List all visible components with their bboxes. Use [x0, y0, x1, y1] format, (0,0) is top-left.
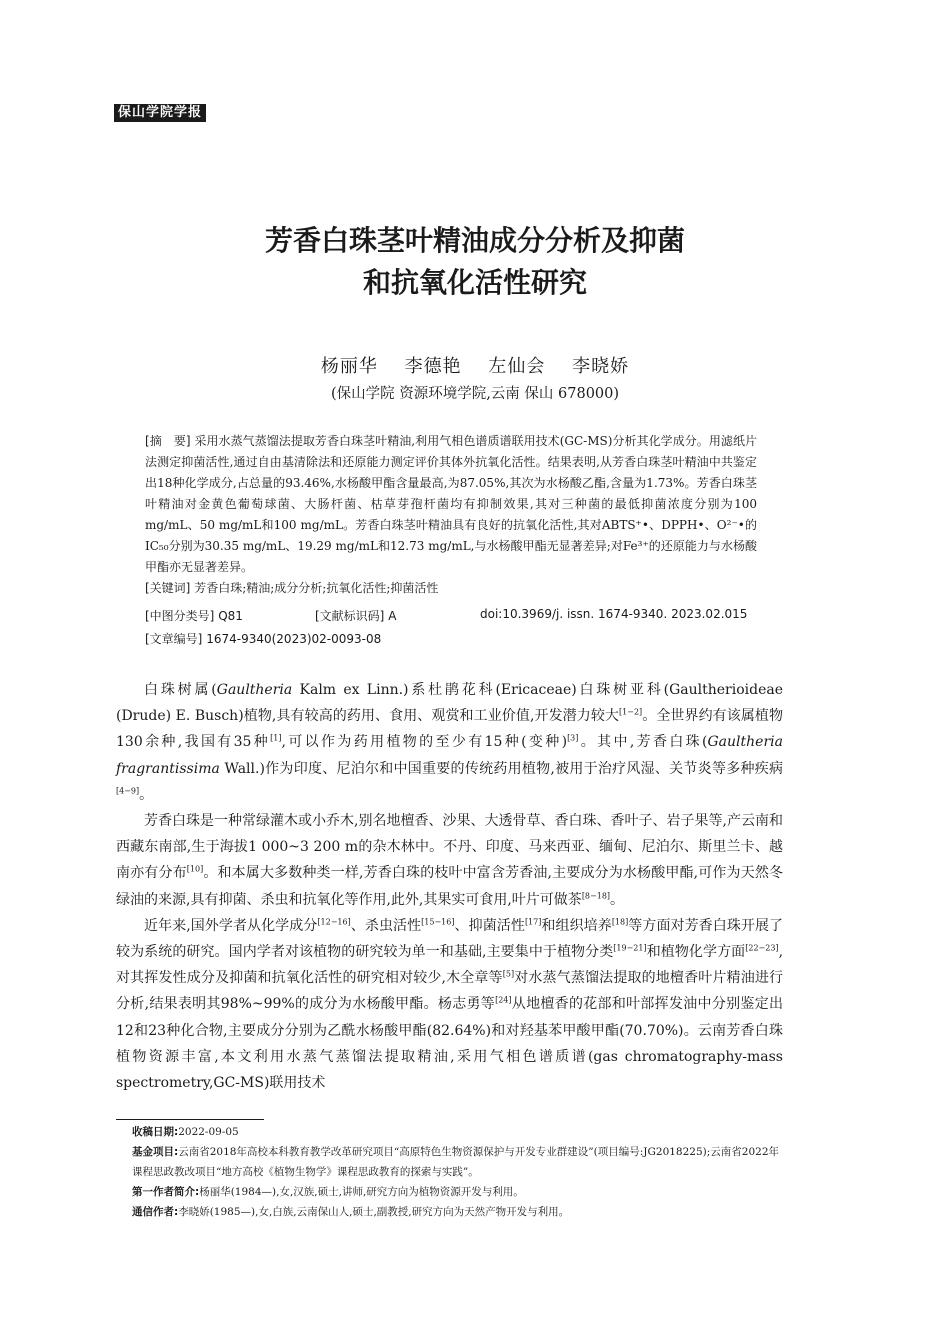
- citation: [8−18]: [581, 890, 611, 900]
- paper-title-line2: 和抗氧化活性研究: [362, 266, 587, 299]
- abstract-label: [摘 要]: [145, 434, 191, 448]
- citation: [4−9]: [116, 786, 140, 796]
- classification: [145, 607, 243, 624]
- author-name: 李晓娇: [572, 356, 630, 377]
- doi: doi:10.3969/j. issn. 1674-9340. 2023.02.015: [480, 607, 748, 621]
- citation: [18]: [611, 917, 629, 927]
- classification-label: [中图分类号]: [145, 609, 215, 623]
- citation: [22−23]: [745, 943, 779, 953]
- citation: [5]: [502, 969, 515, 979]
- journal-logo: 保山学院学报: [114, 104, 206, 122]
- article-number-value: 1674-9340(2023)02-0093-08: [206, 632, 382, 646]
- document-code: [315, 607, 396, 624]
- citation: [10]: [186, 864, 204, 874]
- paper-title-line1: 芳香白珠茎叶精油成分分析及抑菌: [264, 224, 685, 257]
- citation: [15−16]: [421, 917, 455, 927]
- abstract-block: [145, 431, 757, 599]
- citation: [3]: [567, 733, 579, 743]
- keywords-label: [关键词]: [145, 581, 191, 595]
- citation: [24]: [495, 995, 512, 1005]
- body-paragraph-3: 近年来,国外学者从化学成分[12−16]、杀虫活性[15−16]、抑菌活性[17]和组织培养[18]等方面对芳香白珠开展了较为系统的研究。国内学者对该植物的研究较为单一和基础,主要集中于植物分类[19−21]和植物化学方面[22−23],对其挥发性成分及抑菌和抗氧化活性的研究相对较少,木全章等[5]对水蒸气蒸馏法提取的地檀香叶片精油进行分析,结果表明其98%~99%的成分为水杨酸甲酯。杨志勇等[24]从地檀香的花部和叶部挥发油中分别鉴定出12和23种化合物,主要成分分别为乙酰水杨酸甲酯(82.64%)和对羟基苯甲酸甲酯(70.70%)。云南芳香白珠植物资源丰富,本文利用水蒸气蒸馏法提取精油,采用气相色谱质谱(gas chromatography-mass spectrometry,GC-MS)联用技术: [116, 917, 784, 1092]
- author-name: 李德艳: [404, 356, 462, 377]
- keywords-text: 芳香白珠;精油;成分分析;抗氧化活性;抑菌活性: [194, 581, 439, 595]
- footnotes: [132, 1122, 783, 1222]
- document-code-label: [文献标识码]: [315, 609, 385, 623]
- footnote-divider: [116, 1119, 264, 1120]
- article-number-label: [文章编号]: [145, 632, 203, 646]
- author-name: 杨丽华: [320, 356, 378, 377]
- body-paragraph-2: 芳香白珠是一种常绿灌木或小乔木,别名地檀香、沙果、大透骨草、香白珠、香叶子、岩子果等,产云南和西藏东南部,生于海拔1 000~3 200 m的杂木林中。不丹、印度、马来西亚、缅甸、尼泊尔、斯里兰卡、越南亦有分布[10]。和本属大多数种类一样,芳香白珠的枝叶中富含芳香油,主要成分为水杨酸甲酯,可作为天然冬绿油的来源,具有抑菌、杀虫和抗氧化等作用,此外,其果实可食用,叶片可做茶[8−18]。: [116, 813, 784, 908]
- abstract: [145, 431, 757, 578]
- citation: [17]: [524, 917, 542, 927]
- article-number: [145, 630, 381, 647]
- affiliation: (保山学院 资源环境学院,云南 保山 678000): [330, 386, 620, 402]
- citation: [1]: [270, 733, 282, 743]
- citation: [1−2]: [619, 707, 643, 717]
- footnote-corresponding: 通信作者:李晓娇(1985—),女,白族,云南保山人,硕士,副教授,研究方向为天然产物开发与利用。: [132, 1206, 570, 1218]
- citation: [19−21]: [613, 943, 647, 953]
- footnote-first-author: 第一作者简介:杨丽华(1984—),女,汉族,硕士,讲师,研究方向为植物资源开发与利用。: [132, 1186, 524, 1198]
- footnote-funding: 基金项目:云南省2018年高校本科教育教学改革研究项目“高原特色生物资源保护与开发专业群建设”(项目编号:JG2018225);云南省2022年课程思政教改项目“地方高校《植物生物学》课程思政教育的探索与实践”。: [132, 1146, 780, 1178]
- author-list: [0, 352, 950, 378]
- classification-value: Q81: [218, 609, 243, 623]
- keywords: [145, 578, 757, 599]
- citation: [12−16]: [317, 917, 351, 927]
- body-text: [116, 677, 783, 1096]
- author-name: 左仙会: [488, 356, 546, 377]
- abstract-text: 采用水蒸气蒸馏法提取芳香白珠茎叶精油,利用气相色谱质谱联用技术(GC-MS)分析其化学成分。用滤纸片法测定抑菌活性,通过自由基清除法和还原能力测定评价其体外抗氧化活性。结果表明,从芳香白珠茎叶精油中共鉴定出18种化学成分,占总量的93.46%,水杨酸甲酯含量最高,为87.05%,其次为水杨酸乙酯,含量为1.73%。芳香白珠茎叶精油对金黄色葡萄球菌、大肠杆菌、枯草芽孢杆菌均有抑制效果,其对三种菌的最低抑菌浓度分别为100 mg/mL、50 mg/mL和100 mg/mL。芳香白珠茎叶精油具有良好的抗氧化活性,其对ABTS⁺•、DPPH•、O²⁻•的IC₅₀分别为30.35 mg/mL、19.29 mg/mL和12.73 mg/mL,与水杨酸甲酯无显著差异;对Fe³⁺的还原能力与水杨酸甲酯亦无显著差异。: [145, 434, 757, 574]
- body-paragraph-1: 白珠树属(Gaultheria Kalm ex Linn.)系杜鹃花科(Ericaceae)白珠树亚科(Gaultherioideae (Drude) E. Busch)植物,具有较高的药用、食用、观赏和工业价值,开发潜力较大[1−2]。全世界约有该属植物130余种,我国有35种[1],可以作为药用植物的至少有15种(变种)[3]。其中,芳香白珠(Gaultheria fragrantissima Wall.)作为印度、尼泊尔和中国重要的传统药用植物,被用于治疗风湿、关节炎等多种疾病[4−9]。: [116, 682, 784, 803]
- document-code-value: A: [388, 609, 397, 623]
- footnote-received: 收稿日期:2022-09-05: [132, 1126, 239, 1138]
